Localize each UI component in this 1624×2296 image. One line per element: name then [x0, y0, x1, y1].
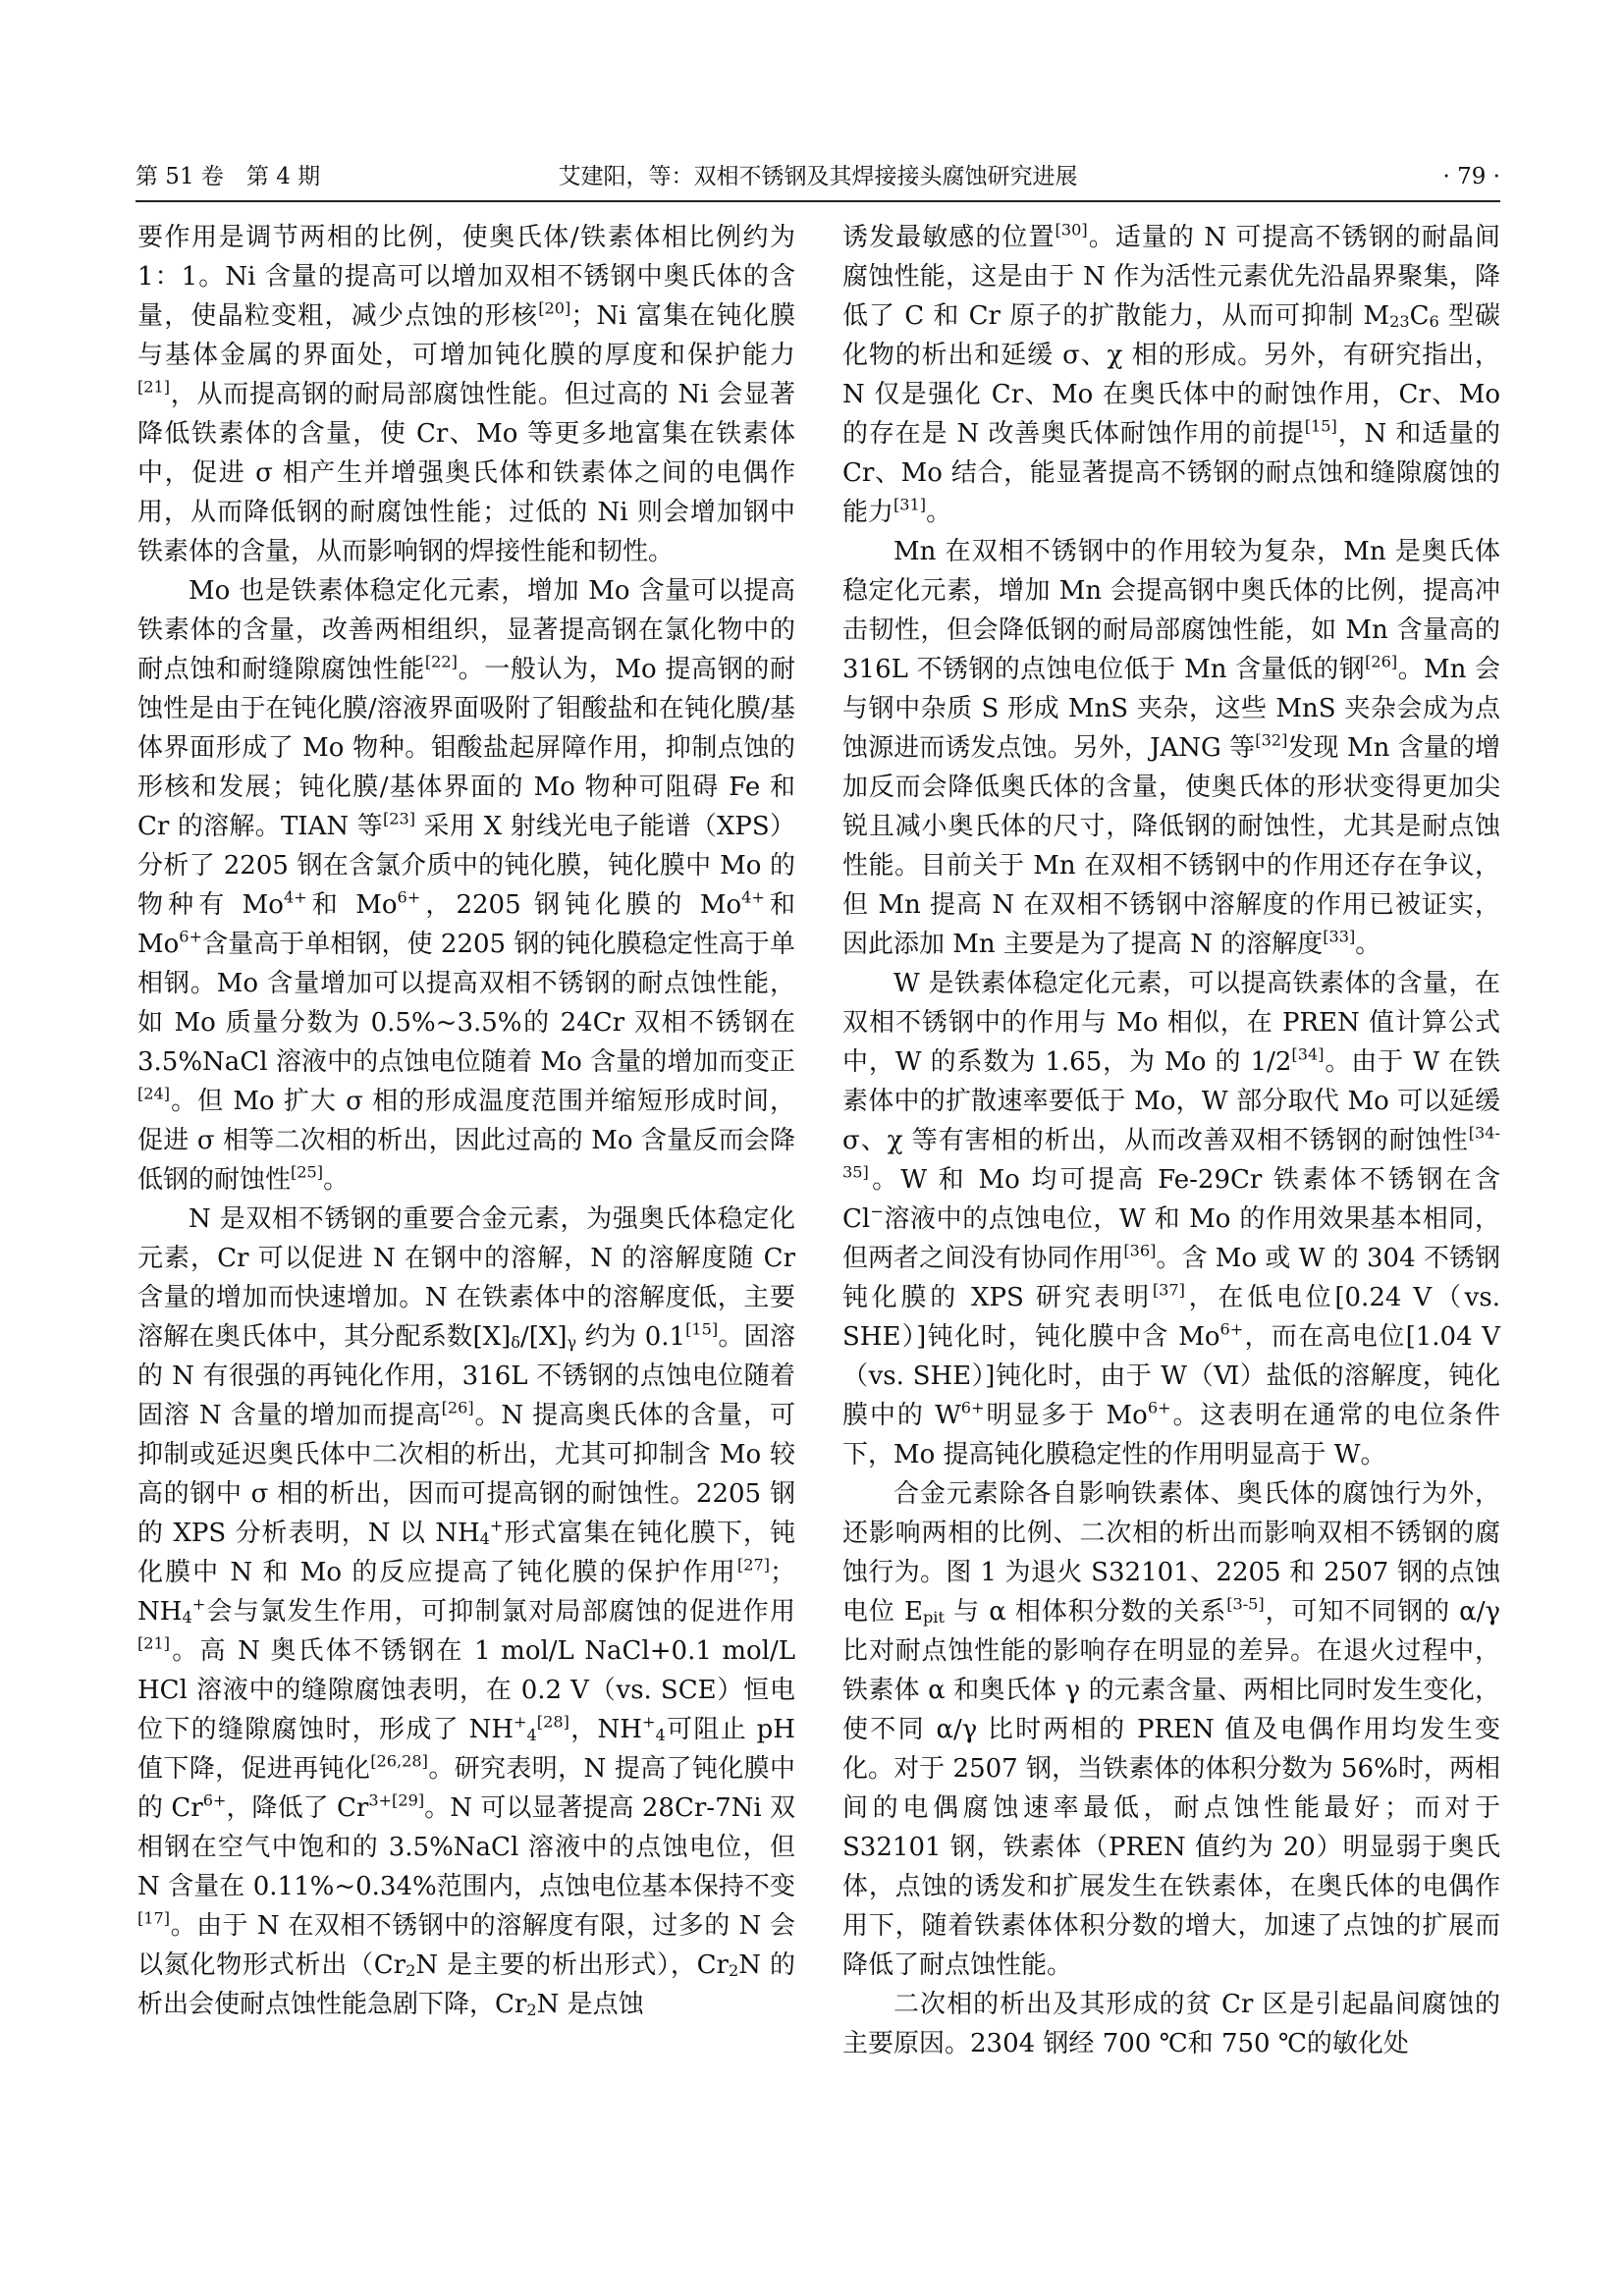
- paragraph-ni: 要作用是调节两相的比例，使奥氏体/铁素体相比例约为 1：1。Ni 含量的提高可以增加双相不锈钢中奥氏体的含量，使晶粒变粗，减少点蚀的形核[20]；Ni 富集在钝化膜与基体金属的界面处，可增加钝化膜的厚度和保护能力[21]，从而提高钢的耐局部腐蚀性能。但过高的 Ni 会显著降低铁素体的含量，使 Cr、Mo 等更多地富集在铁素体中，促进 σ 相产生并增强奥氏体和铁素体之间的电偶作用，从而降低钢的耐腐蚀性能；过低的 Ni 则会增加钢中铁素体的含量，从而影响钢的焊接性能和韧性。: [137, 223, 795, 566]
- paragraph-w: W 是铁素体稳定化元素，可以提高铁素体的含量，在双相不锈钢中的作用与 Mo 相似，在 PREN 值计算公式中，W 的系数为 1.65，为 Mo 的 1/2[34]。由于 W 在铁素体中的扩散速率要低于 Mo，W 部分取代 Mo 可以延缓 σ、χ 等有害相的析出，从而改善双相不锈钢的耐蚀性[34-35]。W 和 Mo 均可提高 Fe-29Cr 铁素体不锈钢在含 Cl−溶液中的点蚀电位，W 和 Mo 的作用效果基本相同，但两者之间没有协同作用[36]。含 Mo 或 W 的 304 不锈钢钝化膜的 XPS 研究表明[37]，在低电位[0.24 V（vs. SHE）]钝化时，钝化膜中含 $Mo^{6+}$，而在高电位[1.04 V（vs. SHE）]钝化时，由于 W（Ⅵ）盐低的溶解度，钝化膜中的 $W^{6+}$明显多于 $Mo^{6+}$。这表明在通常的电位条件下，Mo 提高钝化膜稳定性的作用明显高于 W。: [842, 969, 1500, 1469]
- paragraph-phase-ratio: 合金元素除各自影响铁素体、奥氏体的腐蚀行为外，还影响两相的比例、二次相的析出而影响双相不锈钢的腐蚀行为。图 1 为退火 S32101、2205 和 2507 钢的点蚀电位 $E_{pit}$ 与 α 相体积分数的关系[3-5]，可知不同钢的 α/γ 比对耐点蚀性能的影响存在明显的差异。在退火过程中，铁素体 α 和奥氏体 γ 的元素含量、两相比同时发生变化，使不同 α/γ 比时两相的 PREN 值及电偶作用均发生变化。对于 2507 钢，当铁素体的体积分数为 56%时，两相间的电偶腐蚀速率最低，耐点蚀性能最好；而对于 S32101 钢，铁素体（PREN 值约为 20）明显弱于奥氏体，点蚀的诱发和扩展发生在铁素体，在奥氏体的电偶作用下，随着铁素体体积分数的增大，加速了点蚀的扩展而降低了耐点蚀性能。: [842, 1479, 1501, 1980]
- right-column: [842, 218, 1500, 2063]
- volume-issue: 第 51 卷 第 4 期: [135, 164, 321, 189]
- header-rule: [135, 200, 1500, 202]
- left-column: [137, 218, 795, 2024]
- paragraph-secondary-phase: 二次相的析出及其形成的贫 Cr 区是引起晶间腐蚀的主要原因。2304 钢经 700 ℃和 750 ℃的敏化处: [842, 1990, 1500, 2058]
- paragraph-mo: Mo 也是铁素体稳定化元素，增加 Mo 含量可以提高铁素体的含量，改善两相组织，显著提高钢在氯化物中的耐点蚀和耐缝隙腐蚀性能[22]。一般认为，Mo 提高钢的耐蚀性是由于在钝化膜/溶液界面吸附了钼酸盐和在钝化膜/基体界面形成了 Mo 物种。钼酸盐起屏障作用，抑制点蚀的形核和发展；钝化膜/基体界面的 Mo 物种可阻碍 Fe 和 Cr 的溶解。TIAN 等[23] 采用 X 射线光电子能谱（XPS）分析了 2205 钢在含氯介质中的钝化膜，钝化膜中 Mo 的物种有 $Mo^{4+}$和 $Mo^{6+}$，2205 钢钝化膜的 $Mo^{4+}$和 $Mo^{6+}$含量高于单相钢，使 2205 钢的钝化膜稳定性高于单相钢。Mo 含量增加可以提高双相不锈钢的耐点蚀性能，如 Mo 质量分数为 0.5%~3.5%的 24Cr 双相不锈钢在 3.5%NaCl 溶液中的点蚀电位随着 Mo 含量的增加而变正[24]。但 Mo 扩大 σ 相的形成温度范围并缩短形成时间，促进 σ 相等二次相的析出，因此过高的 Mo 含量反而会降低钢的耐蚀性[25]。: [137, 576, 795, 1195]
- paragraph-mn: Mn 在双相不锈钢中的作用较为复杂，Mn 是奥氏体稳定化元素，增加 Mn 会提高钢中奥氏体的比例，提高冲击韧性，但会降低钢的耐局部腐蚀性能，如 Mn 含量高的 316L 不锈钢的点蚀电位低于 Mn 含量低的钢[26]。Mn 会与钢中杂质 S 形成 MnS 夹杂，这些 MnS 夹杂会成为点蚀源进而诱发点蚀。另外，JANG 等[32]发现 Mn 含量的增加反而会降低奥氏体的含量，使奥氏体的形状变得更加尖锐且减小奥氏体的尺寸，降低钢的耐蚀性，尤其是耐点蚀性能。目前关于 Mn 在双相不锈钢中的作用还存在争议，但 Mn 提高 N 在双相不锈钢中溶解度的作用已被证实，因此添加 Mn 主要是为了提高 N 的溶解度[33]。: [842, 537, 1500, 959]
- page-number: · 79 ·: [1442, 164, 1500, 189]
- paragraph-n: N 是双相不锈钢的重要合金元素，为强奥氏体稳定化元素，Cr 可以促进 N 在钢中的溶解，N 的溶解度随 Cr 含量的增加而快速增加。N 在铁素体中的溶解度低，主要溶解在奥氏体中，其分配系数$[X]_\delta/[X]_\gamma$ 约为 0.1[15]。固溶的 N 有很强的再钝化作用，316L 不锈钢的点蚀电位随着固溶 N 含量的增加而提高[26]。N 提高奥氏体的含量，可抑制或延迟奥氏体中二次相的析出，尤其可抑制含 Mo 较高的钢中 σ 相的析出，因而可提高钢的耐蚀性。2205 钢的 XPS 分析表明，N 以 $NH_4^+$形式富集在钝化膜下，钝化膜中 N 和 Mo 的反应提高了钝化膜的保护作用[27]；$NH_4^+$会与氯发生作用，可抑制氯对局部腐蚀的促进作用[21]。高 N 奥氏体不锈钢在 1 mol/L NaCl+0.1 mol/L HCl 溶液中的缝隙腐蚀表明，在 0.2 V（vs. SCE）恒电位下的缝隙腐蚀时，形成了 $NH^+_4[28]$，$NH^+_4$可阻止 pH 值下降，促进再钝化[26,28]。研究表明，N 提高了钝化膜中的 $Cr^{6+}$，降低了 $Cr^{3+[29]}$。N 可以显著提高 28Cr-7Ni 双相钢在空气中饱和的 3.5%NaCl 溶液中的点蚀电位，但 N 含量在 0.11%~0.34%范围内，点蚀电位基本保持不变[17]。由于 N 在双相不锈钢中的溶解度有限，过多的 N 会以氮化物形式析出（$Cr_2N$ 是主要的析出形式），$Cr_2N$ 的析出会使耐点蚀性能急剧下降，$Cr_2N$ 是点蚀: [137, 1204, 796, 2020]
- paragraph-n-cont: 诱发最敏感的位置[30]。适量的 N 可提高不锈钢的耐晶间腐蚀性能，这是由于 N 作为活性元素优先沿晶界聚集，降低了 C 和 Cr 原子的扩散能力，从而可抑制 $M_{23}C_6$ 型碳化物的析出和延缓 σ、χ 相的形成。另外，有研究指出，N 仅是强化 Cr、Mo 在奥氏体中的耐蚀作用，Cr、Mo 的存在是 N 改善奥氏体耐蚀作用的前提[15]，N 和适量的 Cr、Mo 结合，能显著提高不锈钢的耐点蚀和缝隙腐蚀的能力[31]。: [842, 220, 1500, 527]
- running-header: [135, 157, 1500, 196]
- running-title: 艾建阳，等：双相不锈钢及其焊接接头腐蚀研究进展: [558, 164, 1078, 189]
